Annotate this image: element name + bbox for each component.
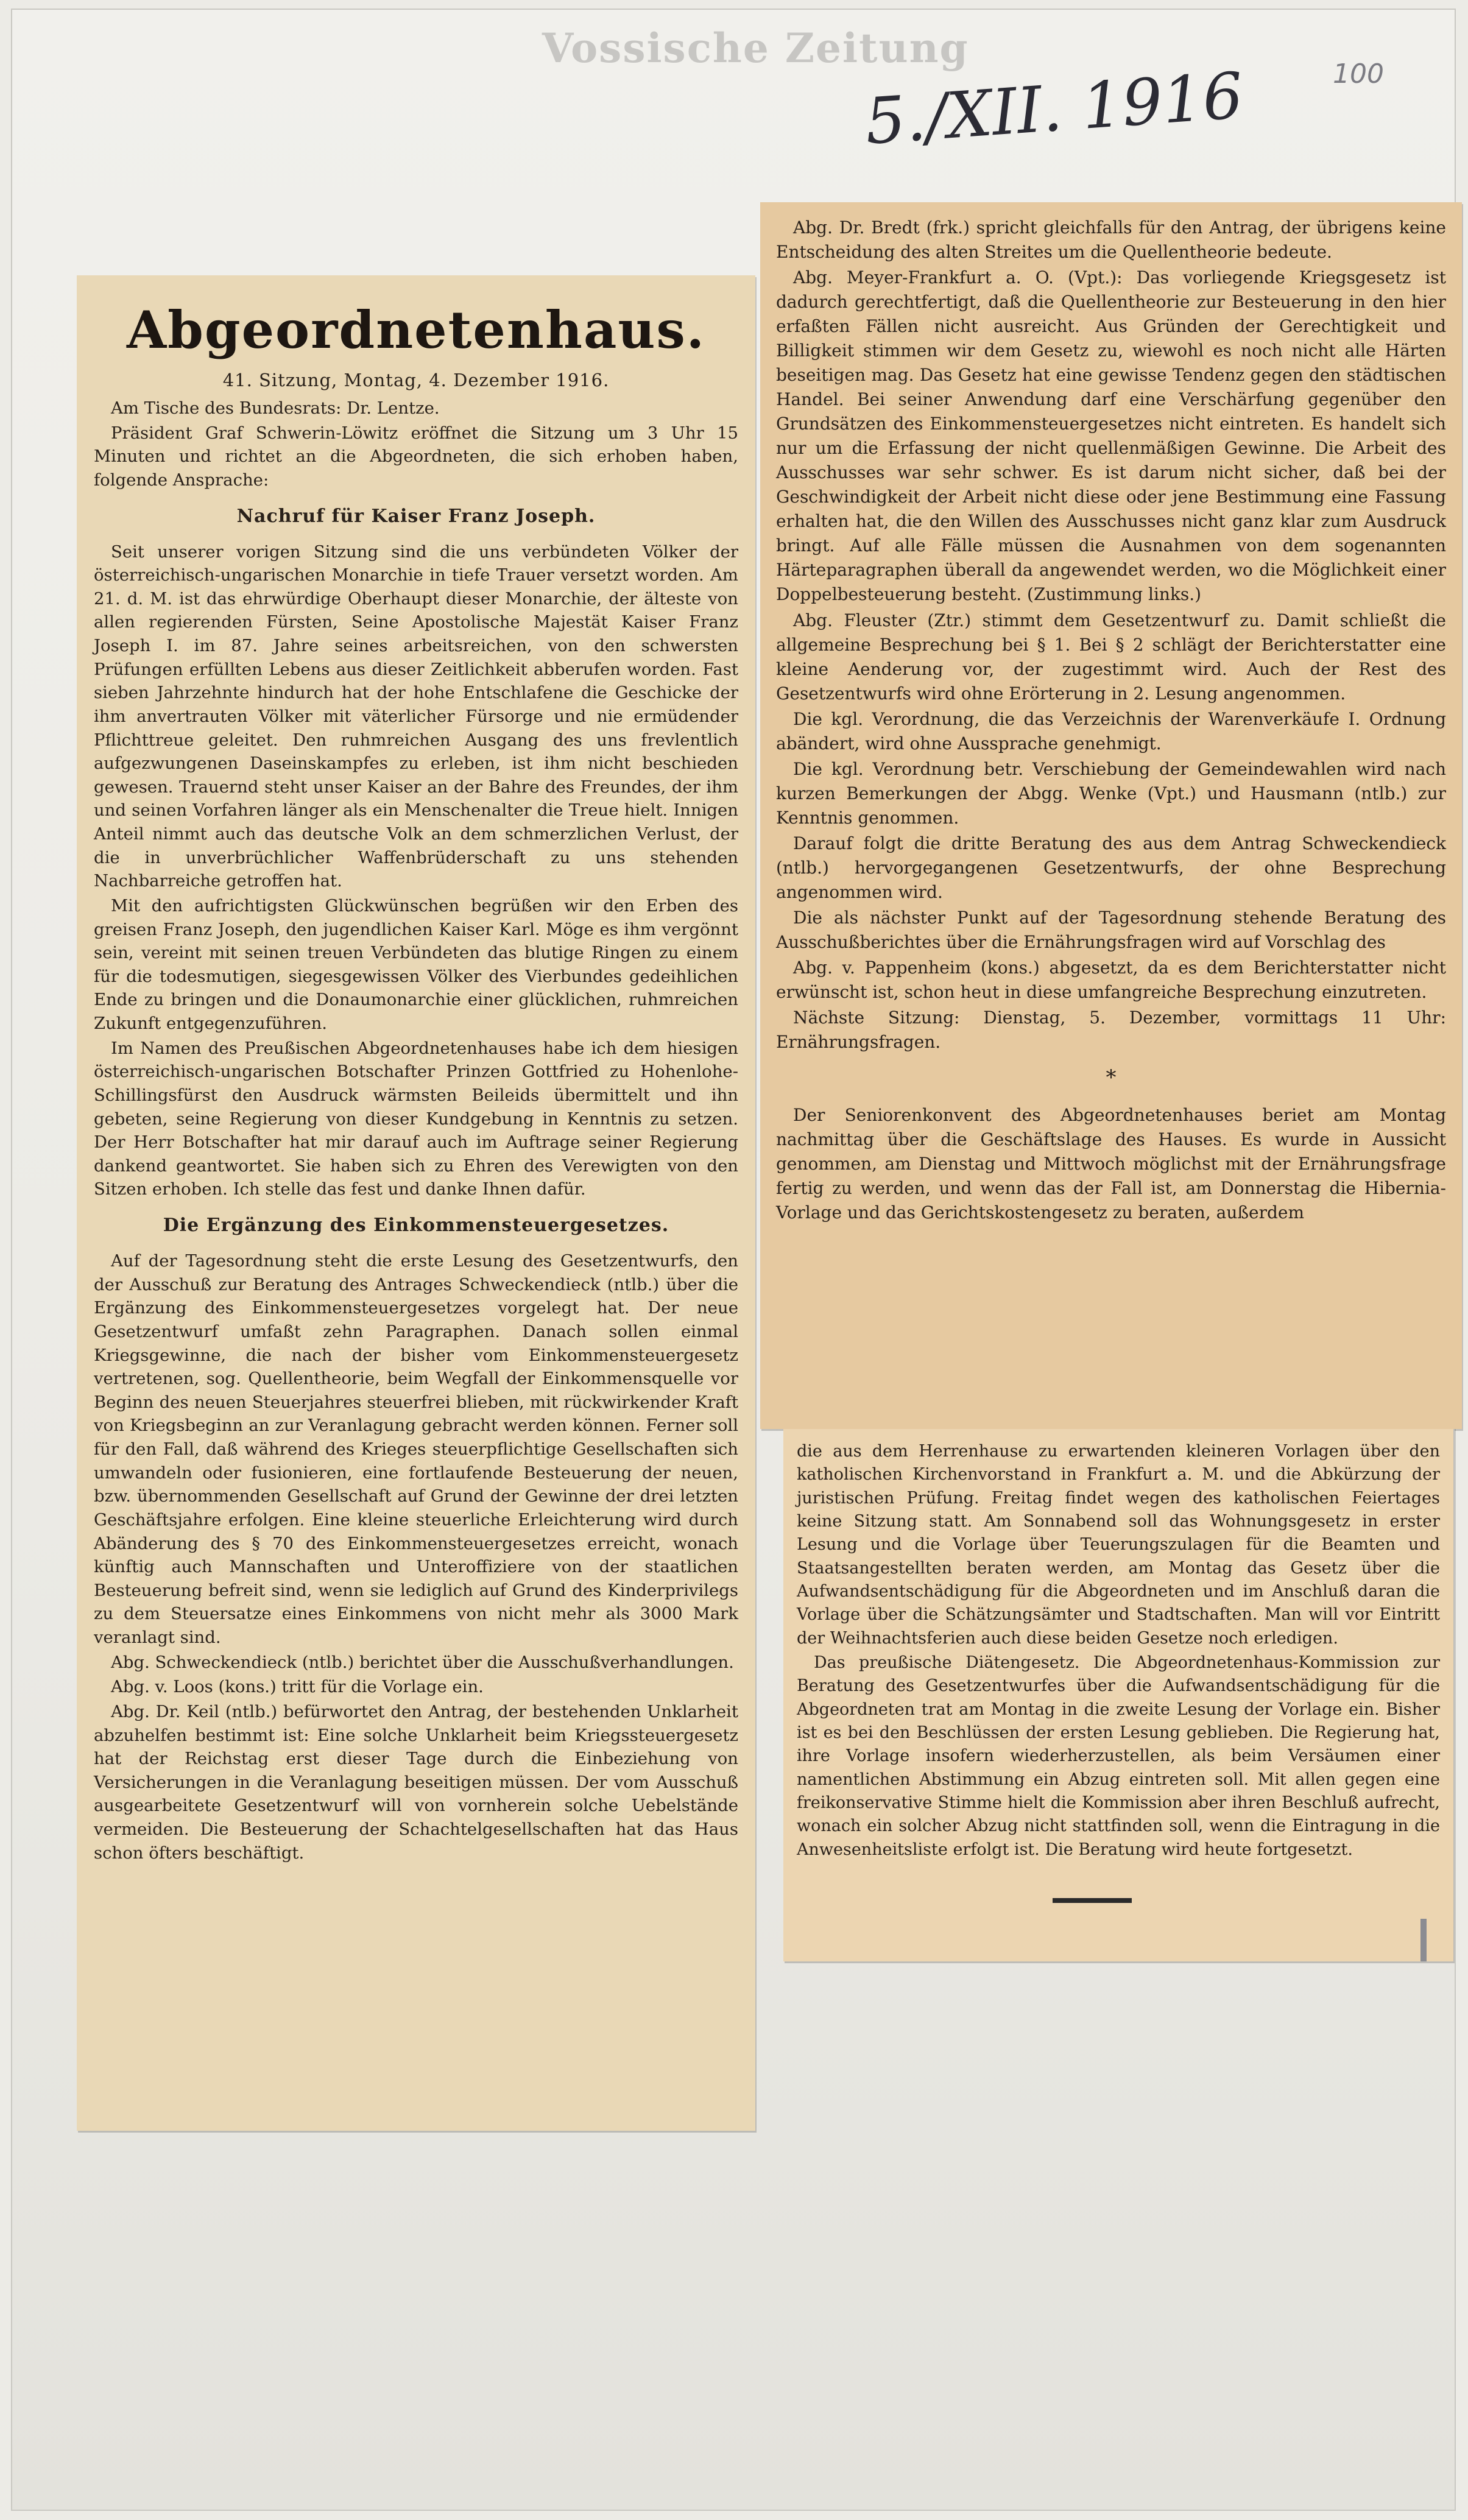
body-paragraph: die aus dem Herrenhause zu erwartenden kleineren Vorlagen über den katholischen Kirchenvorstand in Frankfurt a. M. und die Abkürzung der juristischen Prüfung. Freitag findet wegen des katholischen Feiertages keine Sitzung statt. Am Sonnabend soll das Wohnungsgesetz in erster Lesung und die Vorlage über Teuerungszulagen für die Beamten und Staatsangestellten beraten werden, am Montag das Gesetz über die Aufwandsentschädigung für die Abgeordneten und im Anschluß daran die Vorlage über die Schätzungsämter und Stadtschaften. Man will vor Eintritt der Weihnachtsferien auch diese beiden Gesetze noch erledigen.: [797, 1442, 1440, 1648]
body-paragraph: Der Seniorenkonvent des Abgeordnetenhauses beriet am Montag nachmittag über die Geschäftslage des Hauses. Es wurde in Aussicht genommen, am Dienstag und Mittwoch möglichst mit der Ernährungsfrage fertig zu werden, und wenn das der Fall ist, am Donnerstag die Hibernia-Vorlage und das Gerichtskostengesetz zu beraten, außerdem: [776, 1105, 1446, 1223]
body-paragraph: Abg. Fleuster (Ztr.) stimmt dem Gesetzentwurf zu. Damit schließt die allgemeine Besprechung bei § 1. Bei § 2 schlägt der Berichterstatter eine kleine Aenderung vor, der zugestimmt wird. Auch der Rest des Gesetzentwurfs wird ohne Erörterung in 2. Lesung angenommen.: [776, 610, 1446, 704]
body-paragraph: Abg. Meyer-Frankfurt a. O. (Vpt.): Das vorliegende Kriegsgesetz ist dadurch gerechtfertigt, daß die Quellentheorie zur Besteuerung in den hier erfaßten Fällen nicht ausreicht. Aus Gründen der Gerechtigkeit und Billigkeit stimmen wir dem Gesetz zu, wiewohl es noch nicht alle Härten beseitigen mag. Das Gesetz hat eine gewisse Tendenz gegen den städtischen Handel. Bei seiner Anwendung darf eine Verschärfung gegenüber den Grundsätzen des Einkommensteuergesetzes nicht eintreten. Es handelt sich nur um die Erfassung der nicht quellenmäßigen Gewinne. Die Arbeit des Ausschusses war sehr schwer. Es ist darum nicht sicher, daß bei der Geschwindigkeit der Arbeit nicht diese oder jene Bestimmung eine Fassung erhalten hat, die den Willen des Ausschusses nicht ganz klar zum Ausdruck bringt. Auf alle Fälle müssen die Ausnahmen von dem sogenannten Härteparagraphen überall da angewendet werden, wo die Möglichkeit einer Doppelbesteuerung besteht. (Zustimmung links.): [776, 267, 1446, 605]
section-heading: Nachruf für Kaiser Franz Joseph.: [236, 505, 596, 527]
body-paragraph: Abg. Schweckendieck (ntlb.) berichtet über die Ausschußverhandlungen.: [111, 1652, 734, 1672]
body-paragraph: Die kgl. Verordnung betr. Verschiebung der Gemeindewahlen wird nach kurzen Bemerkungen der Abgg. Wenke (Vpt.) und Hausmann (ntlb.) zur Kenntnis genommen.: [776, 758, 1446, 828]
intro-paragraph: Präsident Graf Schwerin-Löwitz eröffnet die Sitzung um 3 Uhr 15 Minuten und richtet an die Abgeordneten, die sich erhoben haben, folgende Ansprache:: [94, 423, 738, 490]
clipping-left-column: [77, 275, 755, 2131]
end-rule: [1053, 1898, 1132, 1903]
body-paragraph: Darauf folgt die dritte Beratung des aus dem Antrag Schweckendieck (ntlb.) hervorgegangenen Gesetzentwurfs, der ohne Besprechung angenommen wird.: [776, 833, 1446, 902]
body-paragraph: Auf der Tagesordnung steht die erste Lesung des Gesetzentwurfs, den der Ausschuß zur Beratung des Antrages Schweckendieck (ntlb.) über die Ergänzung des Einkommensteuergesetzes vorgelegt hat. Der neue Gesetzentwurf umfaßt zehn Paragraphen. Danach sollen einmal Kriegsgewinne, die nach der bisher vom Einkommensteuergesetz vertretenen, sog. Quellentheorie, beim Wegfall der Einkommensquelle vor Beginn des neuen Steuerjahres steuerfrei blieben, mit rückwirkender Kraft von Kriegsbeginn an zur Veranlagung gebracht werden können. Ferner soll für den Fall, daß während des Krieges steuerpflichtige Gesellschaften sich umwandeln oder fusionieren, eine fortlaufende Besteuerung der neuen, bzw. übernommenden Gesellschaft auf Grund der Gewinne der drei letzten Geschäftsjahre erfolgen. Eine kleine steuerliche Erleichterung wird durch Abänderung des § 70 des Einkommensteuergesetzes erreicht, wonach künftig auch Mannschaften und Unteroffiziere von der staatlichen Besteuerung befreit sind, wenn sie lediglich auf Grund des Kinderprivilegs zu dem Steuersatze eines Einkommens von nicht mehr als 3000 Mark veranlagt sind.: [94, 1251, 738, 1647]
clipping-right-top: [760, 202, 1462, 1429]
body-paragraph: Nächste Sitzung: Dienstag, 5. Dezember, vormittags 11 Uhr: Ernährungsfragen.: [776, 1008, 1446, 1053]
handwritten-date: 5./XII. 1916: [863, 58, 1246, 159]
archive-number: 100: [1333, 58, 1384, 90]
body-paragraph: Die kgl. Verordnung, die das Verzeichnis der Warenverkäufe I. Ordnung abändert, wird ohne Aussprache genehmigt.: [776, 708, 1446, 754]
tape-mark: [1420, 1919, 1427, 1961]
clipping-right-bottom: [783, 1429, 1453, 1961]
intro-paragraph: Am Tische des Bundesrats: Dr. Lentze.: [111, 398, 440, 418]
body-paragraph: Seit unserer vorigen Sitzung sind die uns verbündeten Völker der österreichisch-ungarischen Monarchie in tiefe Trauer versetzt worden. Am 21. d. M. ist das ehrwürdige Oberhaupt dieser Monarchie, der älteste von allen regierenden Fürsten, Seine Apostolische Majestät Kaiser Franz Joseph I. im 87. Jahre seines arbeitsreichen, von den schwersten Prüfungen erfüllten Lebens aus dieser Zeitlichkeit abberufen worden. Fast sieben Jahrzehnte hindurch hat der hohe Entschlafene die Geschicke der ihm anvertrauten Völker mit väterlicher Fürsorge und nie ermüdender Pflichttreue geleitet. Den ruhmreichen Ausgang des uns frevlentlich aufgezwungenen Daseinskampfes zu erleben, ist ihm nicht beschieden gewesen. Trauernd steht unser Kaiser an der Bahre des Freundes, der ihm und seinen Vorfahren länger als ein Menschenalter die Treue hielt. Innigen Anteil nimmt auch das deutsche Volk an dem schmerzlichen Verlust, der die in unverbrüchlicher Waffenbrüderschaft zu uns stehenden Nachbarreiche getroffen hat.: [94, 542, 738, 891]
section-heading: Die Ergänzung des Einkommensteuergesetzes.: [163, 1215, 669, 1236]
body-paragraph: Abg. Dr. Keil (ntlb.) befürwortet den Antrag, der bestehenden Unklarheit abzuhelfen bestimmt ist: Eine solche Unklarheit beim Kriegssteuergesetz hat der Reichstag erst dieser Tage durch die Einbeziehung von Versicherungen in die Veranlagung beseitigen müssen. Der vom Ausschuß ausgearbeitete Gesetzentwurf will von vornherein solche Uebelstände vermeiden. Die Besteuerung der Schachtelgesellschaften hat das Haus schon öfters beschäftigt.: [94, 1701, 738, 1863]
body-paragraph: Die als nächster Punkt auf der Tagesordnung stehende Beratung des Ausschußberichtes über die Ernährungsfragen wird auf Vorschlag des: [776, 907, 1446, 952]
body-paragraph: Abg. v. Loos (kons.) tritt für die Vorlage ein.: [111, 1677, 484, 1697]
newspaper-stamp: Vossische Zeitung: [542, 24, 969, 72]
headline: Abgeordnetenhaus.: [126, 300, 706, 360]
body-paragraph: Das preußische Diätengesetz. Die Abgeordnetenhaus-Kommission zur Beratung des Gesetzentwurfes über die Aufwandsentschädigung für die Abgeordneten trat am Montag in die zweite Lesung der Vorlage ein. Bisher ist es bei den Beschlüssen der ersten Lesung geblieben. Die Regierung hat, ihre Vorlage insofern wiederherzustellen, als beim Versäumen einer namentlichen Abstimmung ein Abzug eintreten soll. Mit allen gegen eine freikonservative Stimme hielt die Kommission aber ihren Beschluß aufrecht, wonach ein solcher Abzug nicht stattfinden soll, wenn die Eintragung in die Anwesenheitsliste erfolgt ist. Die Beratung wird heute fortgesetzt.: [797, 1653, 1440, 1859]
body-paragraph: Im Namen des Preußischen Abgeordnetenhauses habe ich dem hiesigen österreichisch-ungarischen Botschafter Prinzen Gottfried zu Hohenlohe-Schillingsfürst den Ausdruck wärmsten Beileids übermittelt und ihn gebeten, seine Regierung von dieser Kundgebung in Kenntnis zu setzen. Der Herr Botschafter hat mir darauf auch im Auftrage seiner Regierung dankend geantwortet. Sie haben sich zu Ehren des Verewigten von den Sitzen erhoben. Ich stelle das fest und danke Ihnen dafür.: [94, 1038, 738, 1199]
body-paragraph: Abg. v. Pappenheim (kons.) abgesetzt, da es dem Berichterstatter nicht erwünscht ist, schon heut in diese umfangreiche Besprechung einzutreten.: [776, 957, 1446, 1002]
body-paragraph: Mit den aufrichtigsten Glückwünschen begrüßen wir den Erben des greisen Franz Joseph, den jugendlichen Kaiser Karl. Möge es ihm vergönnt sein, vereint mit seinen treuen Verbündeten das blutige Ringen zu einem für die todesmutigen, siegesgewissen Völker des Vierbundes gedeihlichen Ende zu bringen und die Donaumonarchie einer glücklichen, ruhmreichen Zukunft entgegenzuführen.: [94, 895, 738, 1033]
separator-mark: *: [1106, 1065, 1117, 1090]
session-line: 41. Sitzung, Montag, 4. Dezember 1916.: [222, 370, 610, 390]
body-paragraph: Abg. Dr. Bredt (frk.) spricht gleichfalls für den Antrag, der übrigens keine Entscheidung des alten Streites um die Quellentheorie bedeute.: [776, 217, 1446, 263]
